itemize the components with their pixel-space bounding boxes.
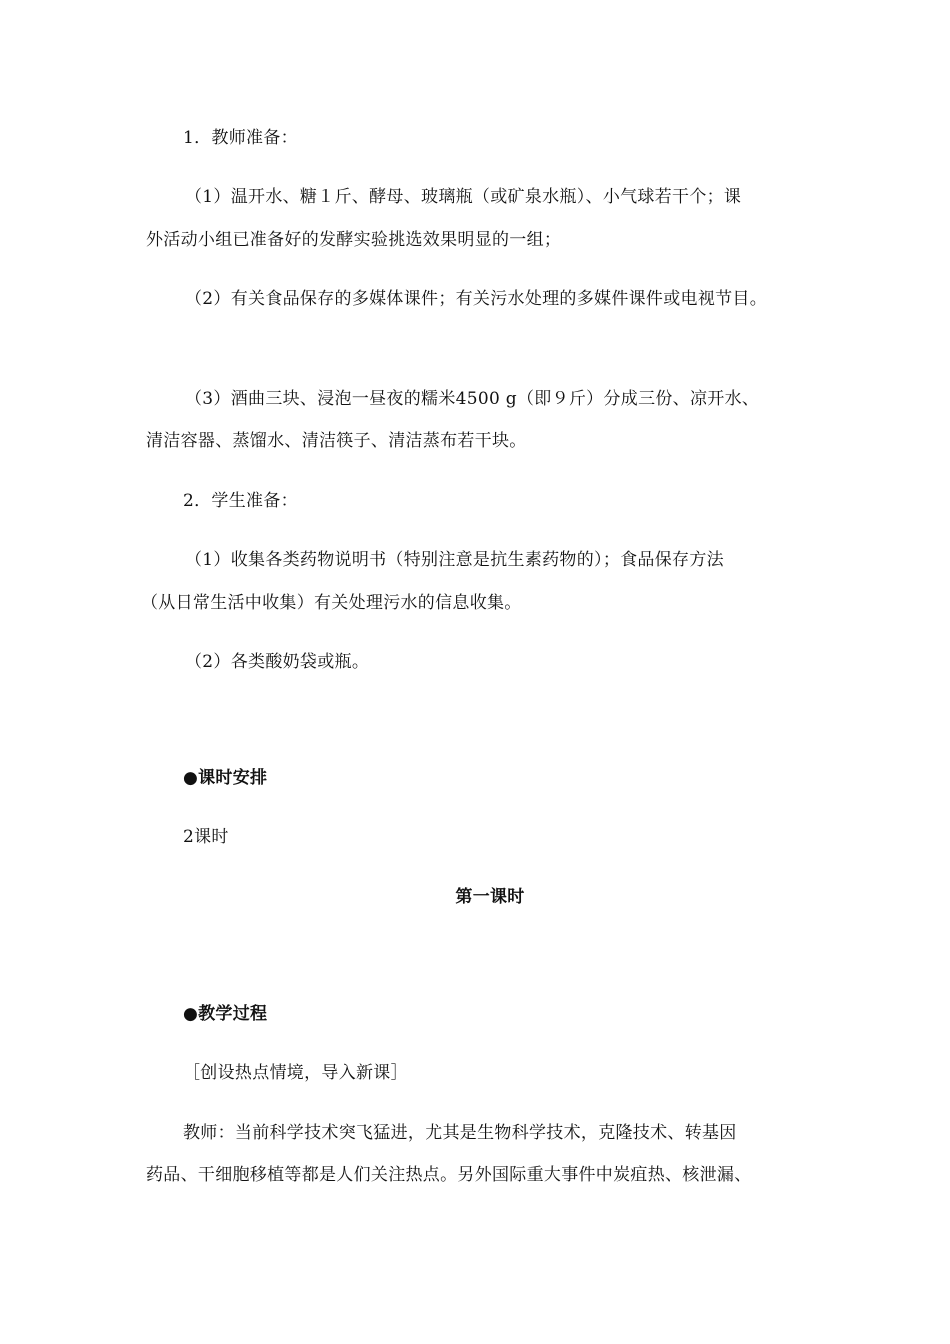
teacher-prep-item-2: （2）有关食品保存的多媒体课件；有关污水处理的多媒件课件或电视节目。 — [185, 289, 768, 309]
teacher-prep-heading: 1．教师准备： — [183, 128, 298, 148]
schedule-value: 2课时 — [183, 827, 229, 847]
student-prep-item-2: （2）各类酸奶袋或瓶。 — [185, 652, 370, 672]
process-heading: ●教学过程 — [183, 1004, 268, 1024]
paragraph-line-2: 药品、干细胞移植等都是人们关注热点。另外国际重大事件中炭疽热、核泄漏、 — [146, 1165, 752, 1185]
student-prep-item-1-line-2: （从日常生活中收集）有关处理污水的信息收集。 — [141, 593, 522, 613]
schedule-heading: ●课时安排 — [183, 768, 268, 788]
teacher-prep-item-1-line-2: 外活动小组已准备好的发酵实验挑选效果明显的一组； — [146, 230, 562, 250]
teacher-prep-item-1-line-1: （1）温开水、糖１斤、酵母、玻璃瓶（或矿泉水瓶）、小气球若干个；课 — [185, 187, 742, 207]
student-prep-item-1-line-1: （1）收集各类药物说明书（特别注意是抗生素药物的）；食品保存方法 — [185, 550, 724, 570]
student-prep-heading: 2．学生准备： — [183, 491, 298, 511]
lesson-title: 第一课时 — [455, 887, 525, 907]
teacher-prep-item-3-line-2: 清洁容器、蒸馏水、清洁筷子、清洁蒸布若干块。 — [146, 431, 527, 451]
teacher-prep-item-3-line-1: （3）酒曲三块、浸泡一昼夜的糯米4500 g（即９斤）分成三份、凉开水、 — [185, 389, 760, 409]
paragraph-line-1: 教师：当前科学技术突飞猛进，尤其是生物科学技术，克隆技术、转基因 — [183, 1123, 737, 1143]
section-tag: ［创设热点情境，导入新课］ — [183, 1063, 408, 1083]
